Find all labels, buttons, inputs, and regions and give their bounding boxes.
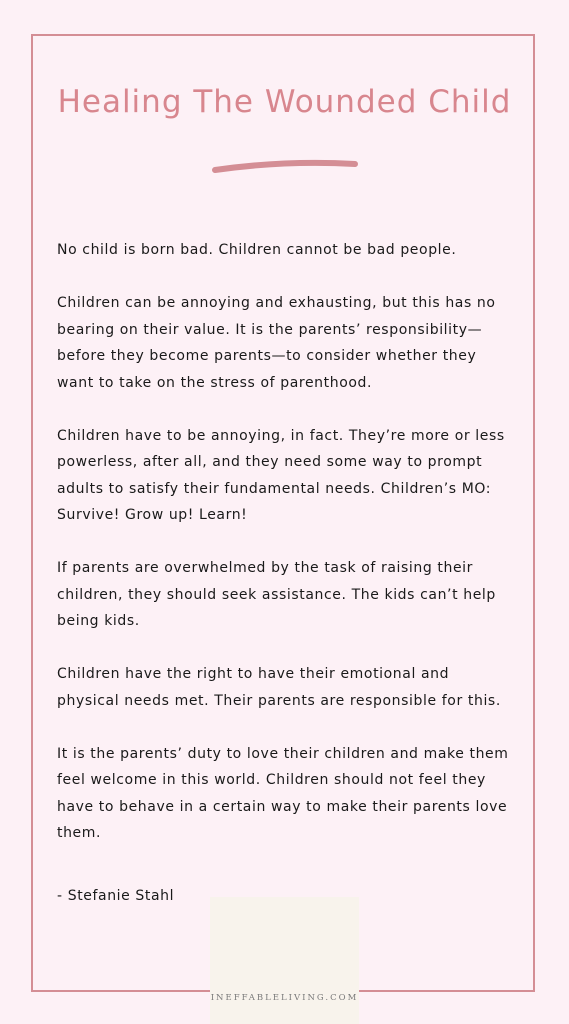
title-underline: [210, 156, 360, 176]
quote-signature: - Stefanie Stahl: [57, 888, 175, 904]
paragraph-3: Children have to be annoying, in fact. They’re more or less powerless, after all, and they need some way to prompt adults to satisfy their fundamental needs. Children’s MO: Survive! Grow up! Learn!: [57, 427, 505, 523]
paragraph-6: It is the parents’ duty to love their children and make them feel welcome in this world. Children should not feel they have to behave in a certain way to make their parents love them.: [57, 745, 509, 841]
footer-website: INEFFABLELIVING.COM: [210, 993, 359, 1003]
paragraph-1: No child is born bad. Children cannot be bad people.: [57, 242, 457, 258]
page-title: Healing The Wounded Child: [57, 84, 512, 120]
paragraph-5: Children have the right to have their emotional and physical needs met. Their parents are responsible for this.: [57, 666, 501, 709]
paragraph-2: Children can be annoying and exhausting, but this has no bearing on their value. It is the parents’ responsibility—before they become parents—to consider whether they want to take on the stress of parenthood.: [57, 295, 496, 391]
quote-body: [57, 237, 515, 873]
paragraph-4: If parents are overwhelmed by the task of raising their children, they should seek assistance. The kids can’t help being kids.: [57, 560, 496, 629]
footer-box: [210, 897, 359, 1024]
